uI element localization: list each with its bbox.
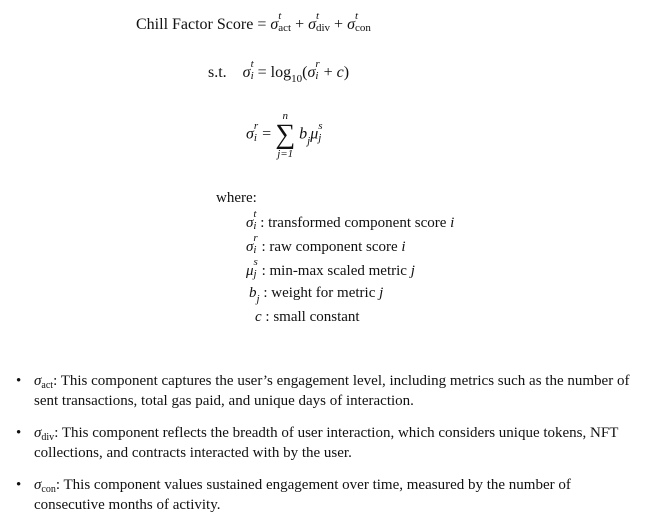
where-row-weight: $b_j$ : weight for metric j xyxy=(249,285,384,305)
where-row-transformed: σ t i : transformed component score i xyxy=(246,208,455,232)
score-title: Chill Factor Score xyxy=(136,16,254,34)
log-transform-equation: s.t. σ t i = $\log_{10}(\sigma$ r i + c) xyxy=(208,58,350,86)
weighted-sum-equation: σ r i = n ∑ j=1 $b_j\mu$ s j xyxy=(246,110,323,160)
where-label: where: xyxy=(216,190,257,206)
where-row-scaled: μ s j : min-max scaled metric j xyxy=(246,256,415,280)
bullet-item-div: • $\sigma_{div}$: This component reflects the breadth of user interaction, which considers unique tokens, NFT collections, and contracts interacted with by the user. xyxy=(16,425,619,461)
score-equation: Chill Factor Score = σ t act + σ t div + σ t con xyxy=(136,10,371,34)
bullet-dot: • xyxy=(16,477,22,493)
where-row-raw: σ r i : raw component score i xyxy=(246,232,406,256)
bullet-item-con: • $\sigma_{con}$: This component values sustained engagement over time, measured by the number of consecutive months of activity. xyxy=(16,477,571,513)
bullet-dot: • xyxy=(16,425,22,441)
bullet-dot: • xyxy=(16,373,22,389)
component-bullet-list xyxy=(14,372,640,528)
bullet-item-act: • $\sigma_{act}$: This component captures the user’s engagement level, including metrics such as the number of sent transactions, total gas paid, and unique days of interaction. xyxy=(16,373,630,409)
summation-symbol: n ∑ j=1 xyxy=(275,110,296,160)
where-row-constant: c : small constant xyxy=(255,309,360,325)
